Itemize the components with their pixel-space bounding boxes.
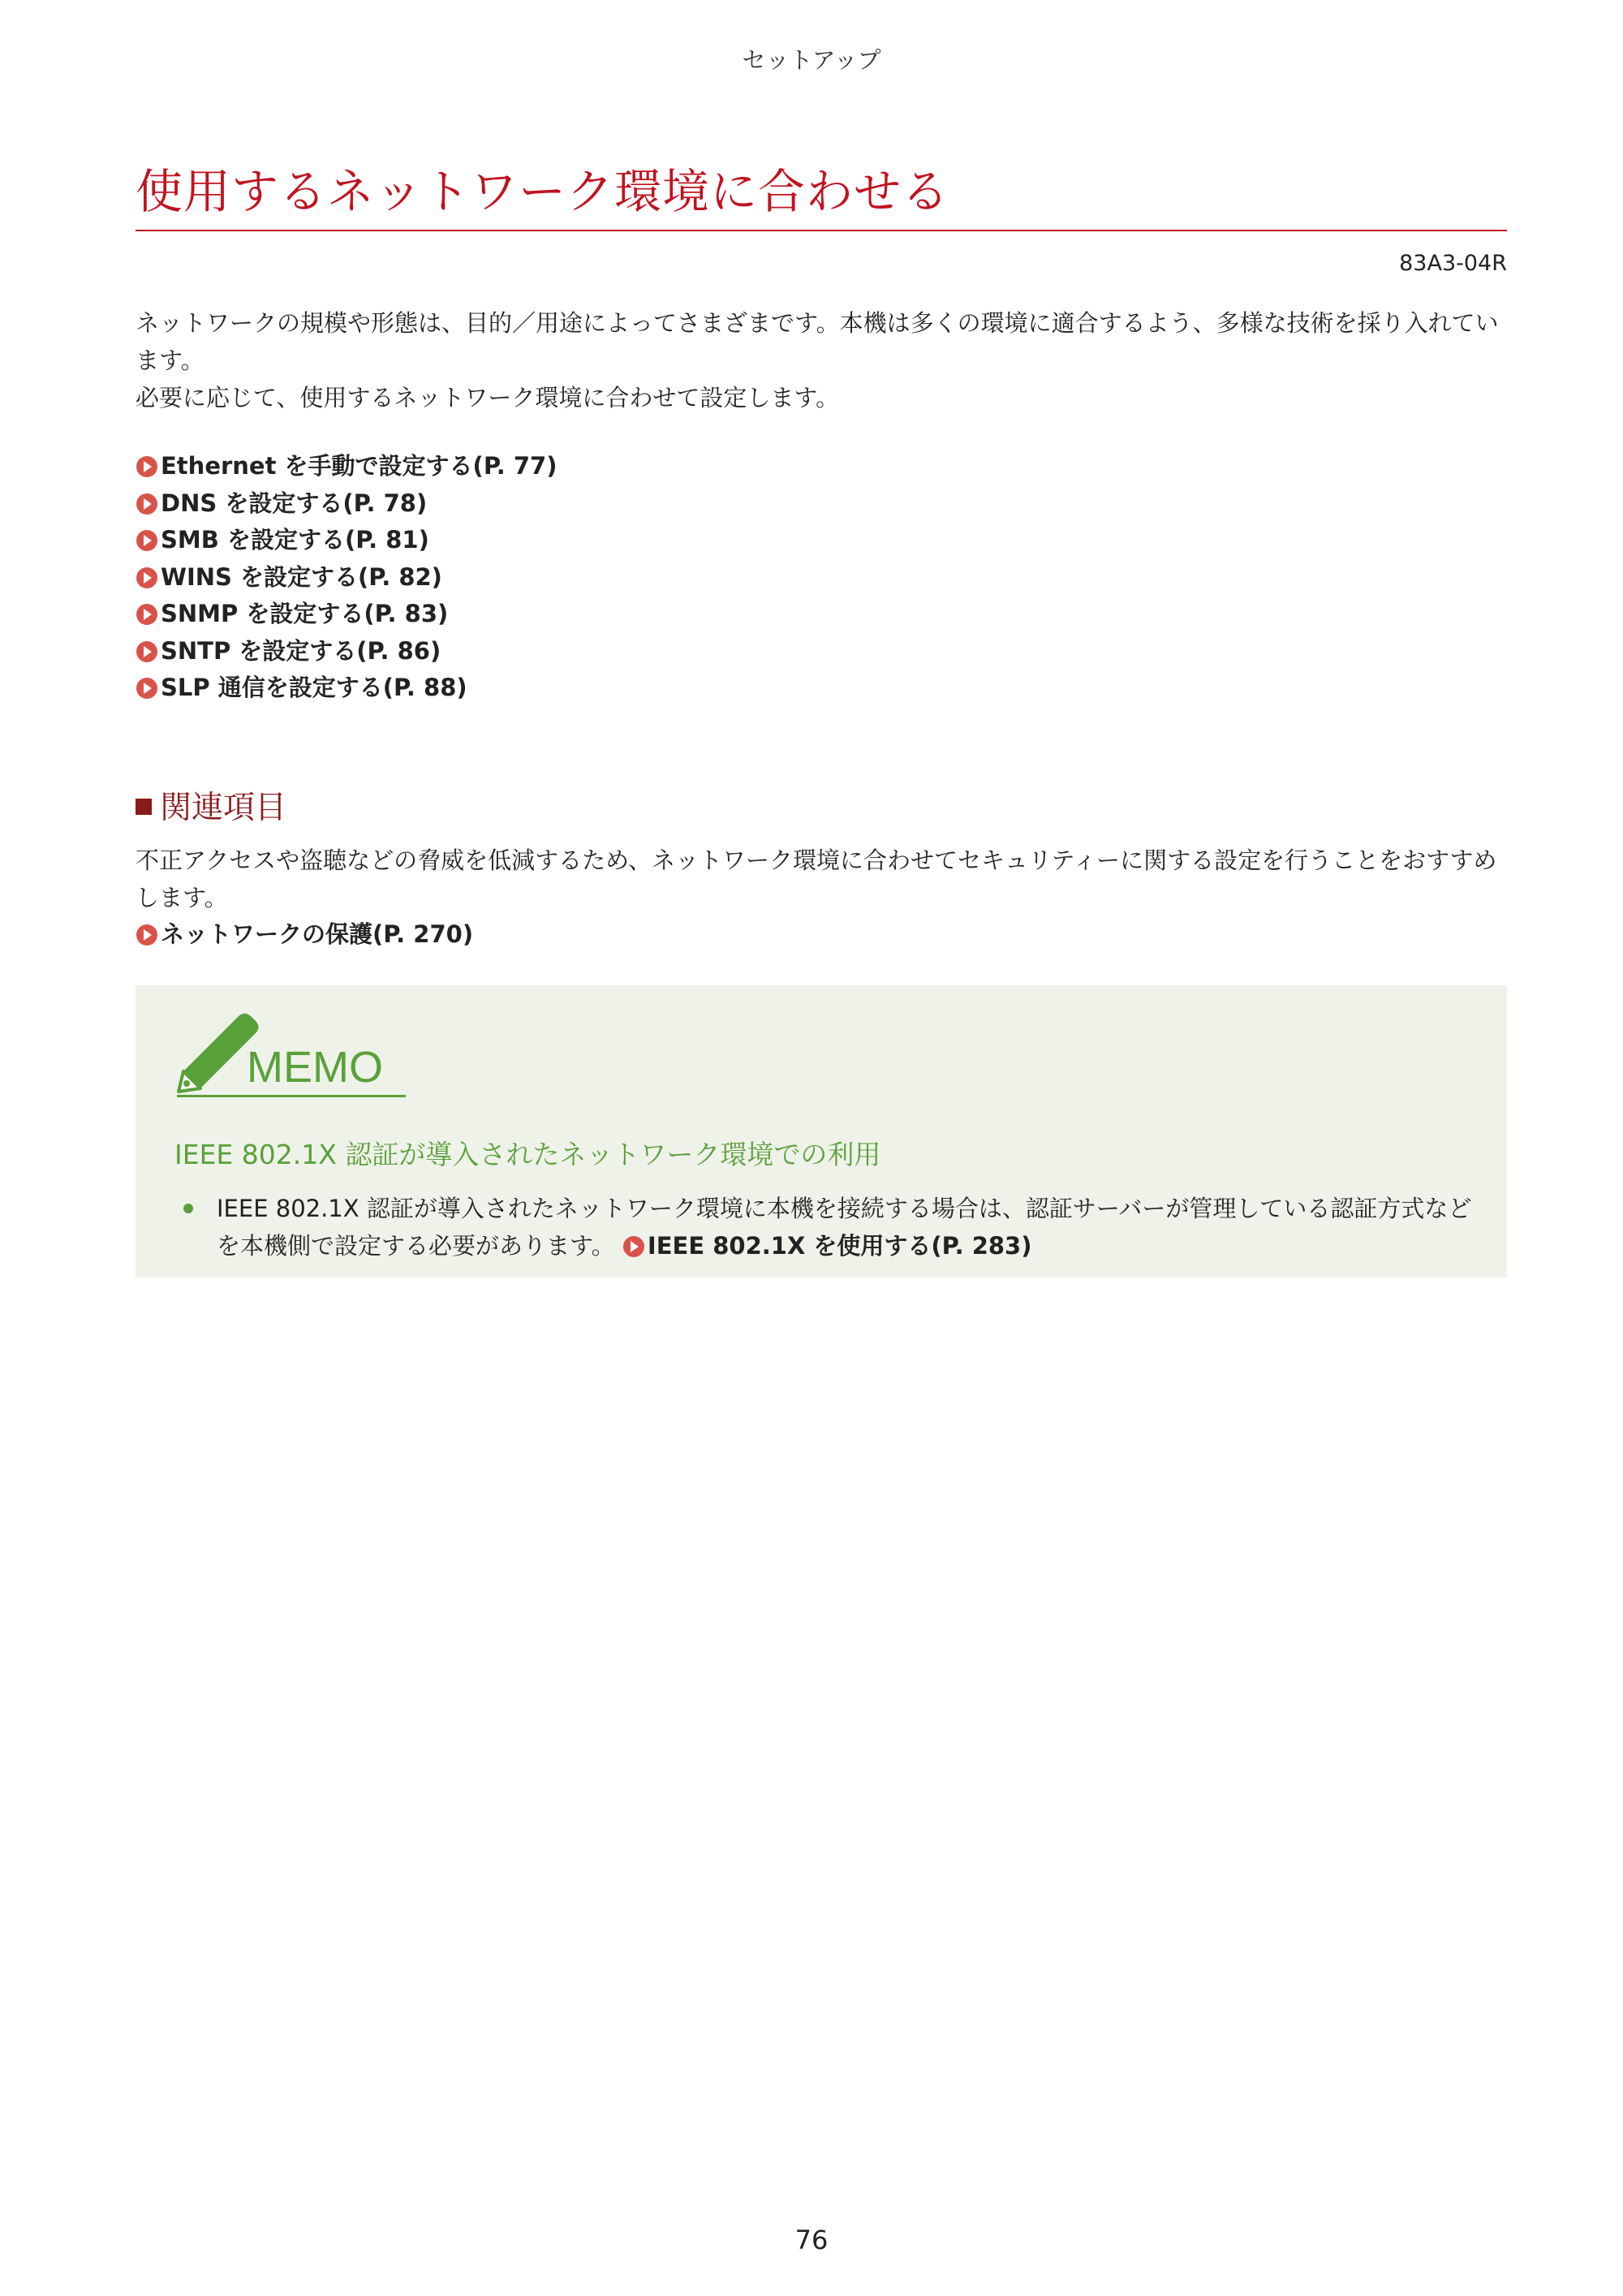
link-arrow-icon [136, 529, 158, 552]
memo-title: IEEE 802.1X 認証が導入されたネットワーク環境での利用 [174, 1139, 881, 1170]
link-label[interactable]: Ethernet を手動で設定する(P. 77) [161, 452, 558, 480]
square-bullet-icon [136, 799, 152, 815]
intro-paragraph-1: ネットワークの規模や形態は、目的／用途によってさまざまです。本機は多くの環境に適合するよう、多様な技術を採り入れています。 [136, 309, 1499, 374]
link-label[interactable]: SMB を設定する(P. 81) [161, 526, 429, 554]
link-item-smb[interactable] [136, 522, 1507, 559]
memo-logo-text: MEMO [247, 1043, 383, 1092]
related-text: 不正アクセスや盗聴などの脅威を低減するため、ネットワーク環境に合わせてセキュリティーに関する設定を行うことをおすすめします。 [136, 846, 1497, 911]
page-number: 76 [794, 2225, 829, 2255]
running-header: セットアップ [742, 46, 881, 74]
document-id: 83A3-04R [1399, 251, 1507, 276]
page-title: 使用するネットワーク環境に合わせる [136, 164, 950, 219]
link-item-dns[interactable] [136, 485, 1507, 523]
link-arrow-icon [136, 677, 158, 700]
bullet-dot-icon [183, 1204, 193, 1213]
link-arrow-icon [136, 455, 158, 478]
link-arrow-icon [136, 603, 158, 626]
memo-item-text: IEEE 802.1X 認証が導入されたネットワーク環境に本機を接続する場合は、認証サーバーが管理している認証方式などを本機側で設定する必要があります。 [217, 1195, 1472, 1260]
link-label[interactable]: DNS を設定する(P. 78) [161, 489, 428, 517]
link-item-sntp[interactable] [136, 633, 1507, 670]
memo-list-item [183, 1190, 1490, 1264]
link-label[interactable]: WINS を設定する(P. 82) [161, 562, 442, 591]
link-arrow-icon [136, 924, 158, 946]
link-arrow-icon [136, 493, 158, 515]
intro-paragraph-2: 必要に応じて、使用するネットワーク環境に合わせて設定します。 [136, 384, 840, 411]
memo-pencil-logo [172, 1008, 407, 1105]
link-item-snmp[interactable] [136, 596, 1507, 633]
related-link-network-protection[interactable] [136, 915, 473, 953]
related-heading [136, 786, 286, 831]
link-label[interactable]: SNMP を設定する(P. 83) [161, 600, 449, 627]
memo-link-label[interactable]: IEEE 802.1X を使用する(P. 283) [647, 1232, 1032, 1260]
intro-text [136, 304, 1507, 416]
link-item-slp[interactable] [136, 670, 1507, 707]
title-underline [136, 230, 1507, 231]
related-link-label[interactable]: ネットワークの保護(P. 270) [161, 920, 474, 948]
link-item-ethernet[interactable] [136, 448, 1507, 485]
related-heading-label: 関連項目 [160, 790, 287, 826]
link-label[interactable]: SLP 通信を設定する(P. 88) [161, 674, 467, 701]
link-arrow-icon [136, 566, 158, 589]
link-label[interactable]: SNTP を設定する(P. 86) [161, 636, 441, 665]
link-list [136, 448, 1507, 707]
link-arrow-icon [622, 1235, 645, 1258]
memo-box [136, 985, 1507, 1277]
memo-link-ieee8021x[interactable] [622, 1232, 1032, 1260]
link-item-wins[interactable] [136, 559, 1507, 597]
link-arrow-icon [136, 640, 158, 663]
